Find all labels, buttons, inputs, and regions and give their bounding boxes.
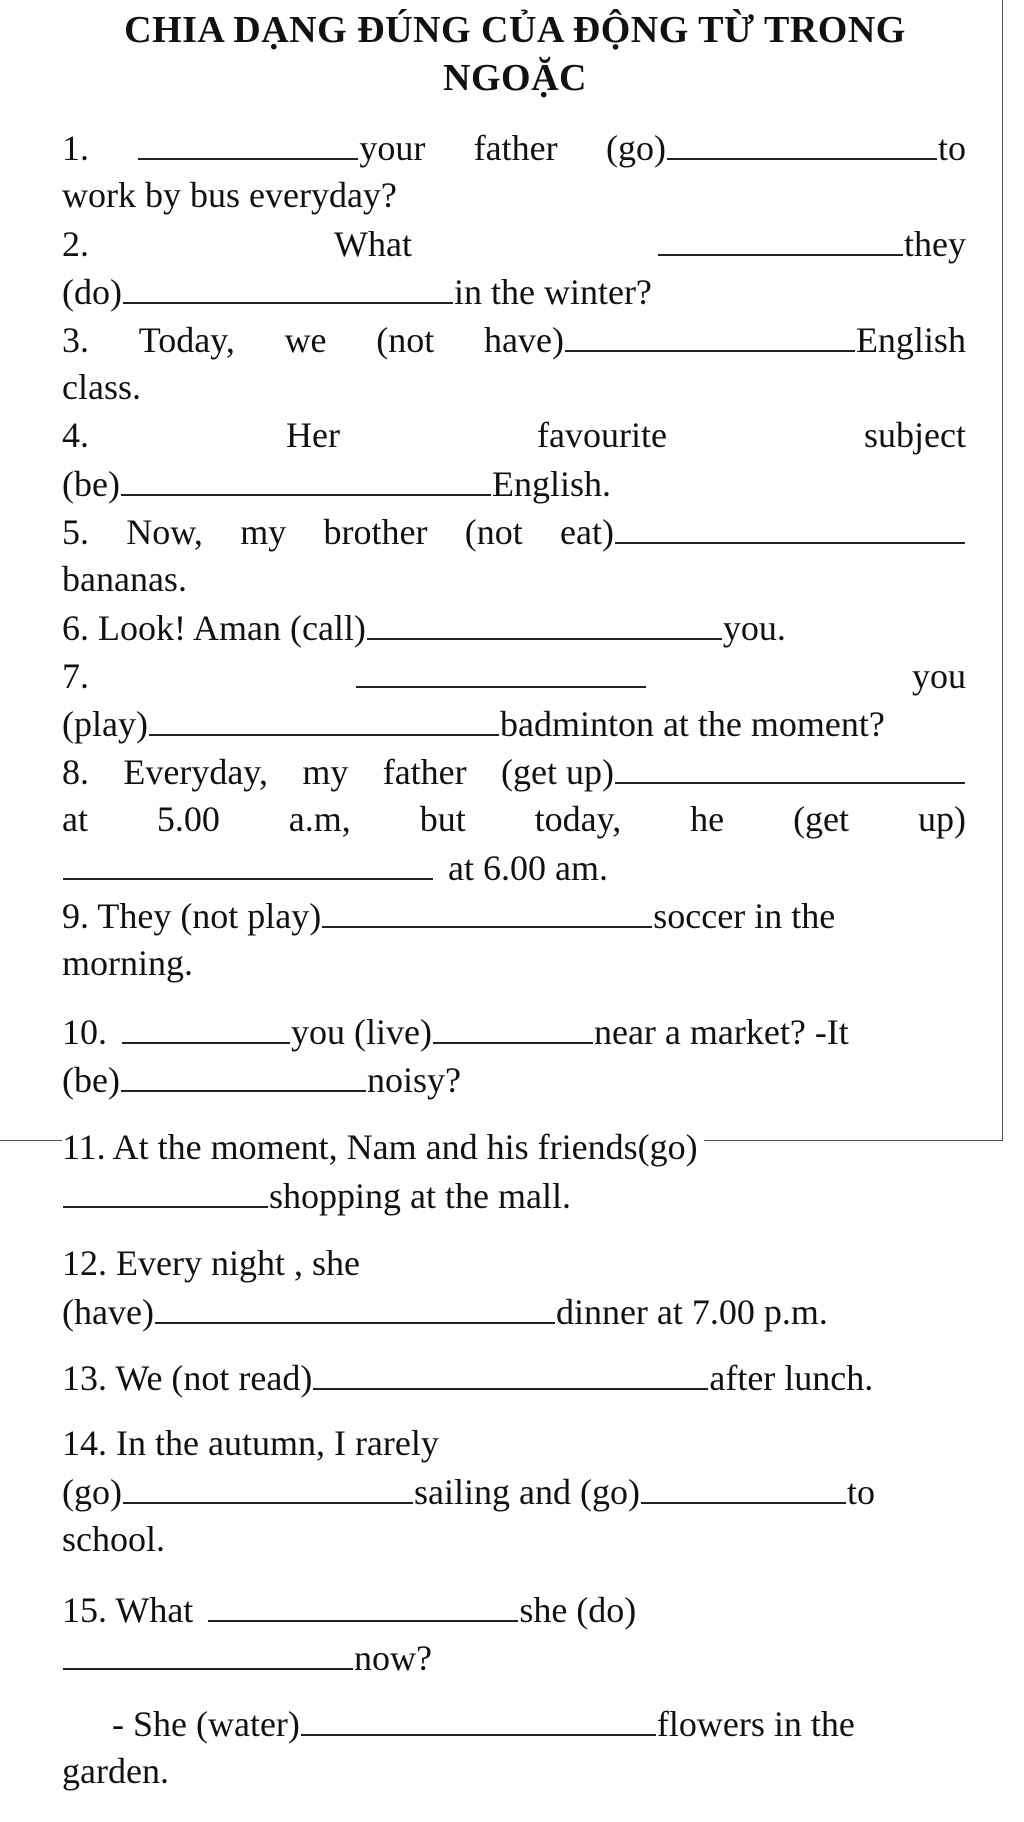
answer-blank[interactable] <box>367 604 722 640</box>
question-8-line2: at 5.00 a.m, but today, he (get up) <box>62 799 966 839</box>
answer-line1: - She (water) flowers in the <box>112 1700 966 1747</box>
question-6: 6. Look! Aman (call) you. <box>62 604 966 651</box>
question-5-line2: bananas. <box>62 559 187 599</box>
question-1-line1: 1. your father (go) to <box>62 124 966 171</box>
answer-blank[interactable] <box>121 1056 366 1092</box>
question-14-line1: 14. In the autumn, I rarely <box>62 1423 439 1463</box>
question-8-line3: at 6.00 am. <box>62 844 966 891</box>
answer-blank[interactable] <box>155 1288 555 1324</box>
worksheet-title-line1: CHIA DẠNG ĐÚNG CỦA ĐỘNG TỪ TRONG <box>124 9 906 51</box>
question-9-line1: 9. They (not play) soccer in the <box>62 892 966 939</box>
answer-blank[interactable] <box>615 748 965 784</box>
answer-blank[interactable] <box>615 508 965 544</box>
question-2-line1: 2. What they <box>62 220 966 267</box>
question-12-line1: 12. Every night , she <box>62 1243 360 1283</box>
worksheet-title-line2: NGOẶC <box>443 57 587 99</box>
question-15-line1: 15. What she (do) <box>62 1586 966 1633</box>
question-9-line2: morning. <box>62 943 193 983</box>
question-12-line2: (have) dinner at 7.00 p.m. <box>62 1288 966 1335</box>
question-4-line1: 4. Her favourite subject <box>62 415 966 455</box>
question-3-line1: 3. Today, we (not have) English <box>62 316 966 363</box>
answer-blank[interactable] <box>63 844 433 880</box>
answer-blank[interactable] <box>122 1008 290 1044</box>
answer-blank[interactable] <box>208 1586 518 1622</box>
question-5-line1: 5. Now, my brother (not eat) <box>62 508 966 555</box>
question-10-line1: 10. you (live) near a market? -It <box>62 1008 966 1055</box>
question-14-line3: school. <box>62 1519 165 1559</box>
answer-blank[interactable] <box>433 1008 593 1044</box>
answer-blank[interactable] <box>658 220 903 256</box>
answer-blank[interactable] <box>322 892 652 928</box>
answer-line2: garden. <box>62 1751 169 1791</box>
answer-blank[interactable] <box>301 1700 656 1736</box>
question-14-line2: (go) sailing and (go) to <box>62 1468 966 1515</box>
answer-blank[interactable] <box>313 1354 708 1390</box>
question-3-line2: class. <box>62 367 141 407</box>
question-11-line1: 11. At the moment, Nam and his friends(go) <box>62 1124 704 1170</box>
question-7-line2: (play) badminton at the moment? <box>62 700 966 747</box>
question-15-line2: now? <box>62 1634 966 1681</box>
question-1-line2: work by bus everyday? <box>62 175 397 215</box>
question-2-line2: (do) in the winter? <box>62 268 966 315</box>
question-13: 13. We (not read) after lunch. <box>62 1354 966 1401</box>
answer-blank[interactable] <box>121 460 491 496</box>
answer-blank[interactable] <box>123 268 453 304</box>
question-10-line2: (be) noisy? <box>62 1056 966 1103</box>
answer-blank[interactable] <box>641 1468 846 1504</box>
answer-blank[interactable] <box>149 700 499 736</box>
answer-blank[interactable] <box>667 124 937 160</box>
answer-blank[interactable] <box>123 1468 413 1504</box>
answer-blank[interactable] <box>63 1634 353 1670</box>
question-7-line1: 7. you <box>62 652 966 699</box>
answer-blank[interactable] <box>138 124 358 160</box>
answer-blank[interactable] <box>63 1172 268 1208</box>
question-4-line2: (be) English. <box>62 460 966 507</box>
question-8-line1: 8. Everyday, my father (get up) <box>62 748 966 795</box>
question-11-line2: shopping at the mall. <box>62 1172 966 1219</box>
answer-blank[interactable] <box>356 652 646 688</box>
answer-blank[interactable] <box>565 316 855 352</box>
